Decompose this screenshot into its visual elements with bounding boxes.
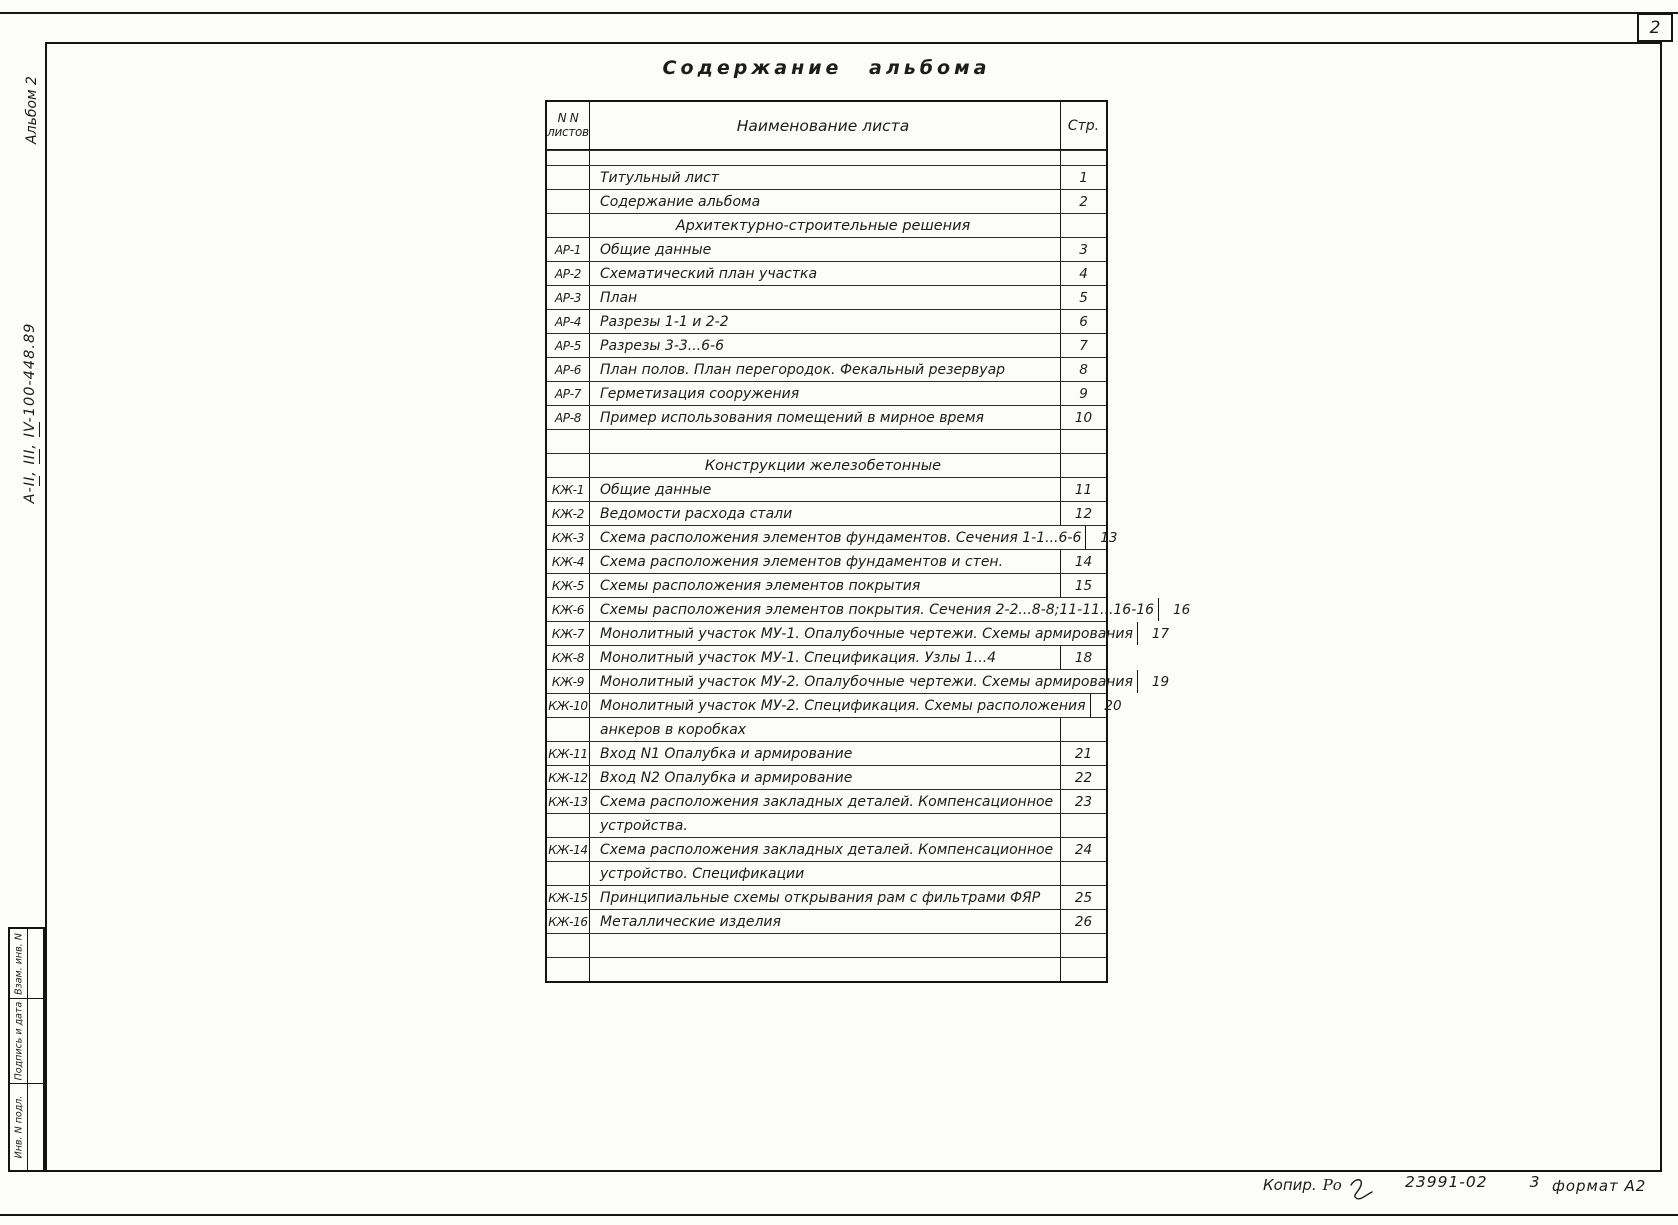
toc-cell-num: АР-6 (547, 358, 590, 381)
toc-cell-page: 25 (1060, 886, 1106, 909)
toc-cell-num (547, 190, 590, 213)
toc-cell-page: 12 (1060, 502, 1106, 525)
sheet-bottom-edge-line (0, 1214, 1678, 1216)
toc-cell-name: устройства. (600, 818, 688, 834)
toc-row (547, 645, 1106, 669)
toc-row (547, 573, 1106, 597)
toc-cell-page: 14 (1060, 550, 1106, 573)
copier-label: Копир. (1263, 1176, 1317, 1194)
toc-cell-num: КЖ-2 (547, 502, 590, 525)
doc-code-separator: , (22, 437, 38, 449)
toc-header-num (547, 102, 590, 149)
toc-cell-name: Вход N2 Опалубка и армирование (600, 770, 853, 786)
toc-header-name (590, 102, 1060, 149)
toc-row (547, 381, 1106, 405)
stamp-cell-label: Инв. N подл. (13, 1095, 24, 1159)
toc-cell-page: 3 (1060, 238, 1106, 261)
toc-cell-name: План (600, 290, 638, 306)
toc-cell-name: Ведомости расхода стали (600, 506, 793, 522)
toc-cell-num (547, 214, 590, 237)
toc-row (547, 789, 1106, 813)
stamp-cell (10, 929, 43, 999)
toc-cell-page: 8 (1060, 358, 1106, 381)
toc-row (547, 525, 1118, 549)
toc-row (547, 429, 1106, 453)
toc-header-page-text: Стр. (1067, 117, 1100, 134)
toc-cell-num: АР-8 (547, 406, 590, 429)
toc-row (547, 237, 1106, 261)
toc-cell-name: Монолитный участок МУ-2. Опалубочные чертежи. Схемы армирования (600, 674, 1133, 690)
toc-cell-page: 10 (1060, 406, 1106, 429)
toc-cell-page: 18 (1060, 646, 1106, 669)
toc-row (547, 693, 1122, 717)
toc-cell-num (547, 934, 590, 957)
toc-cell-num: КЖ-3 (547, 526, 590, 549)
toc-row (547, 957, 1106, 981)
toc-cell-num: КЖ-11 (547, 742, 590, 765)
toc-cell-page: 11 (1060, 478, 1106, 501)
toc-cell-name: устройство. Спецификации (600, 866, 805, 882)
stamp-cell (10, 1084, 43, 1170)
toc-cell-page: 22 (1060, 766, 1106, 789)
copier-signature: Ро (1322, 1176, 1342, 1194)
stamp-table (8, 927, 45, 1172)
toc-cell-num: АР-7 (547, 382, 590, 405)
toc-row (547, 717, 1106, 741)
stamp-cell-label-column (10, 999, 28, 1083)
toc-cell-page: 4 (1060, 262, 1106, 285)
toc-cell-num (547, 454, 590, 477)
toc-row (547, 549, 1106, 573)
signature-flourish-icon (1348, 1176, 1378, 1202)
toc-cell-num: АР-5 (547, 334, 590, 357)
toc-cell-page (1060, 430, 1106, 453)
toc-cell-page: 23 (1060, 790, 1106, 813)
toc-cell-num: КЖ-5 (547, 574, 590, 597)
toc-cell-page (1060, 151, 1106, 165)
toc-row (547, 813, 1106, 837)
toc-cell-num: КЖ-10 (547, 694, 590, 717)
toc-cell-num: КЖ-15 (547, 886, 590, 909)
toc-cell-num: КЖ-1 (547, 478, 590, 501)
toc-cell-page: 24 (1060, 838, 1106, 861)
toc-cell-num: КЖ-16 (547, 910, 590, 933)
toc-cell-name: Герметизация сооружения (600, 386, 800, 402)
toc-cell-num: АР-4 (547, 310, 590, 333)
stamp-cell-label: Подпись и дата (13, 1001, 24, 1081)
toc-cell-page: 5 (1060, 286, 1106, 309)
toc-header-name-text: Наименование листа (736, 117, 910, 135)
toc-cell-num (547, 430, 590, 453)
toc-cell-page: 19 (1137, 670, 1183, 693)
toc-cell-name: Схемы расположения элементов покрытия. Сечения 2-2...8-8;11-11...16-16 (600, 602, 1155, 618)
page-number: 2 (1649, 17, 1661, 38)
toc-cell-num: КЖ-13 (547, 790, 590, 813)
toc-cell-name: Монолитный участок МУ-2. Спецификация. Схемы расположения (600, 698, 1086, 714)
toc-row (547, 285, 1106, 309)
toc-cell-page: 6 (1060, 310, 1106, 333)
toc-cell-name: Схемы расположения элементов покрытия (600, 578, 921, 594)
toc-header-page (1060, 102, 1106, 149)
toc-cell-num: КЖ-4 (547, 550, 590, 573)
sheet-top-edge-line (0, 12, 1678, 14)
page-title: Содержание альбома (662, 57, 991, 79)
toc-cell-name: Общие данные (600, 242, 712, 258)
toc-cell-num: КЖ-14 (547, 838, 590, 861)
toc-row (547, 357, 1106, 381)
toc-cell-num: АР-1 (547, 238, 590, 261)
toc-row (547, 837, 1106, 861)
toc-cell-num (547, 151, 590, 165)
toc-cell-name: Схематический план участка (600, 266, 818, 282)
doc-number-text: 23991-02 (1405, 1173, 1488, 1191)
toc-cell-name (590, 934, 1060, 957)
stamp-cell (10, 999, 43, 1084)
toc-cell-page: 20 (1090, 694, 1136, 717)
toc-row (547, 405, 1106, 429)
toc-cell-name: Схема расположения закладных деталей. Компенсационное (600, 794, 1054, 810)
toc-table (545, 100, 1191, 983)
toc-cell-num: АР-3 (547, 286, 590, 309)
toc-cell-page: 17 (1137, 622, 1183, 645)
format-label: формат А2 (1552, 1177, 1647, 1195)
toc-cell-name: Схема расположения элементов фундаментов и стен. (600, 554, 1004, 570)
toc-row (547, 765, 1106, 789)
toc-cell-num: КЖ-9 (547, 670, 590, 693)
toc-cell-name (590, 958, 1060, 981)
toc-cell-name: Вход N1 Опалубка и армирование (600, 746, 853, 762)
toc-row (547, 669, 1170, 693)
toc-cell-name: анкеров в коробках (600, 722, 747, 738)
toc-cell-page: 15 (1060, 574, 1106, 597)
toc-cell-num: КЖ-8 (547, 646, 590, 669)
toc-header-row (547, 102, 1106, 150)
toc-cell-num (547, 814, 590, 837)
doc-code-prefix: А- (22, 486, 38, 504)
toc-cell-num (547, 718, 590, 741)
toc-row (547, 165, 1106, 189)
toc-cell-page (1060, 718, 1106, 741)
toc-section-row (547, 213, 1106, 237)
toc-row (547, 477, 1106, 501)
toc-row (547, 909, 1106, 933)
toc-cell-page (1060, 454, 1106, 477)
toc-row (547, 933, 1106, 957)
document-number-block (1405, 1173, 1540, 1191)
toc-row (547, 150, 1106, 165)
toc-cell-name: Принципиальные схемы открывания рам с фильтрами ФЯР (600, 890, 1041, 906)
toc-cell-name (590, 430, 1060, 453)
toc-cell-name: Конструкции железобетонные (704, 458, 942, 474)
toc-cell-page: 16 (1158, 598, 1204, 621)
toc-row (547, 333, 1106, 357)
toc-row (547, 621, 1170, 645)
doc-code-numeral: II (22, 475, 38, 487)
toc-cell-page (1060, 862, 1106, 885)
toc-cell-page: 13 (1085, 526, 1131, 549)
toc-cell-name: Монолитный участок МУ-1. Спецификация. Узлы 1...4 (600, 650, 997, 666)
toc-cell-num: АР-2 (547, 262, 590, 285)
toc-cell-name: Общие данные (600, 482, 712, 498)
toc-row (547, 309, 1106, 333)
toc-cell-page: 21 (1060, 742, 1106, 765)
toc-cell-num: КЖ-7 (547, 622, 590, 645)
toc-row (547, 189, 1106, 213)
doc-code-suffix: -100-448.89 (22, 322, 38, 423)
toc-header-num-line1: N N (557, 110, 579, 125)
toc-cell-num: КЖ-6 (547, 598, 590, 621)
toc-cell-page (1060, 934, 1106, 957)
toc-cell-name: Металлические изделия (600, 914, 781, 930)
toc-header-num-line2: листов (547, 124, 589, 139)
toc-cell-name: Монолитный участок МУ-1. Опалубочные чертежи. Схемы армирования (600, 626, 1133, 642)
toc-cell-name (590, 151, 1060, 165)
stamp-cell-label-column (10, 1084, 28, 1170)
document-code (22, 318, 38, 508)
toc-cell-num (547, 862, 590, 885)
toc-section-row (547, 453, 1106, 477)
toc-cell-num (547, 958, 590, 981)
stamp-cell-label: Взам. инв. N (13, 932, 24, 995)
toc-cell-num: КЖ-12 (547, 766, 590, 789)
doc-code-numeral: IV (22, 422, 38, 438)
toc-cell-name: План полов. План перегородок. Фекальный резервуар (600, 362, 1006, 378)
toc-cell-page: 9 (1060, 382, 1106, 405)
toc-row (547, 261, 1106, 285)
toc-row (547, 885, 1106, 909)
toc-row (547, 501, 1106, 525)
toc-cell-page: 26 (1060, 910, 1106, 933)
toc-cell-page (1060, 958, 1106, 981)
page-number-box (1637, 13, 1673, 42)
doc-code-separator: , (22, 464, 38, 476)
toc-cell-name: Содержание альбома (600, 194, 761, 210)
toc-cell-page (1060, 214, 1106, 237)
album-label: Альбом 2 (24, 76, 40, 144)
doc-code-numeral: III (22, 448, 38, 465)
toc-cell-name: Титульный лист (600, 170, 719, 186)
toc-row (547, 861, 1106, 885)
toc-cell-page: 7 (1060, 334, 1106, 357)
toc-table-body (547, 150, 1191, 981)
toc-cell-page: 2 (1060, 190, 1106, 213)
copier-block (1263, 1176, 1378, 1202)
toc-cell-name: Разрезы 1-1 и 2-2 (600, 314, 729, 330)
toc-row (547, 741, 1106, 765)
toc-cell-name: Архитектурно-строительные решения (675, 218, 971, 234)
toc-cell-name: Схема расположения закладных деталей. Компенсационное (600, 842, 1054, 858)
toc-cell-num (547, 166, 590, 189)
toc-cell-name: Схема расположения элементов фундаментов. Сечения 1-1...6-6 (600, 530, 1082, 546)
copy-count-text: 3 (1529, 1173, 1541, 1191)
stamp-cell-label-column (10, 929, 28, 998)
toc-cell-name: Пример использования помещений в мирное время (600, 410, 984, 426)
toc-cell-name: Разрезы 3-3...6-6 (600, 338, 724, 354)
toc-cell-page (1060, 814, 1106, 837)
toc-cell-page: 1 (1060, 166, 1106, 189)
toc-row (547, 597, 1191, 621)
